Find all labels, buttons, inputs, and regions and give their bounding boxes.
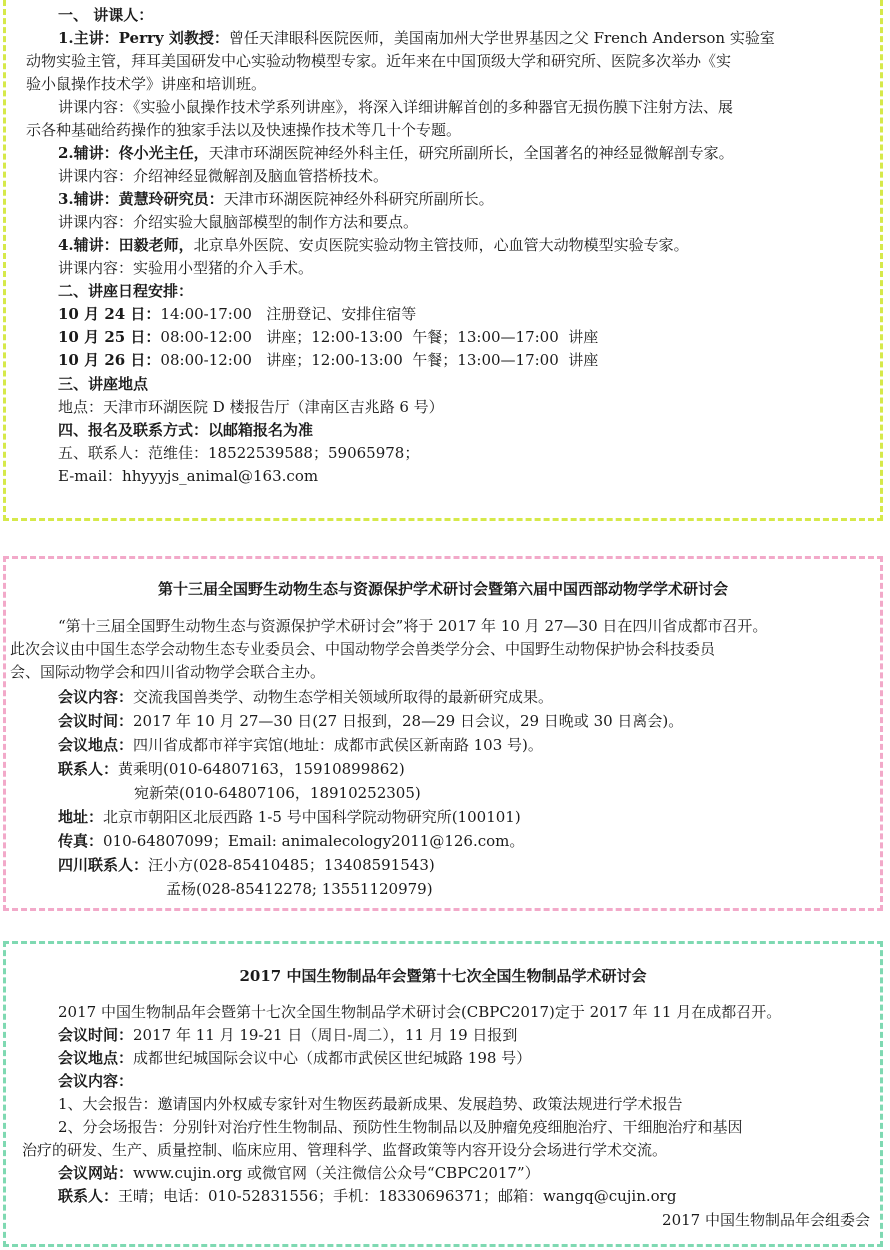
contact-person-2: 宛新荣(010-64807106，18910252305)	[134, 784, 421, 802]
meeting-time-label: 会议时间：	[58, 712, 134, 730]
fax	[58, 830, 524, 852]
contact-person-label: 联系人：	[58, 760, 119, 778]
contact-person-1: 黄乘明(010-64807163，15910899862)	[118, 760, 405, 778]
meeting-place-text: 四川省成都市祥宇宾馆(地址：成都市武侯区新南路 103 号)。	[133, 736, 543, 754]
lecturer-1-content: 讲课内容：《实验小鼠操作技术学系列讲座》，将深入详细讲解首创的多种器官无损伤膜下注射方法、展	[58, 98, 734, 116]
meeting-place-label: 会议地点：	[58, 1049, 134, 1067]
lecturer-1-text-cont: 动物实验主管，拜耳美国研发中心实验动物模型专家。近年来在中国顶级大学和研究所、医院多次举办《实	[26, 52, 732, 70]
lecturer-1-content-cont: 示各种基础给药操作的独家手法以及快速操作技术等几十个专题。	[26, 121, 462, 139]
sichuan-contact-label: 四川联系人：	[58, 856, 149, 874]
lecturer-4-content: 讲课内容：实验用小型猪的介入手术。	[58, 259, 314, 277]
email-text: E-mail：hhyyyjs_animal@163.com	[58, 467, 319, 485]
section-heading-lecturers: 一、 讲课人：	[58, 6, 154, 24]
meeting-content-label: 会议内容：	[58, 1072, 134, 1090]
schedule-row	[58, 349, 598, 371]
fax-text: 010-64807099；Email: animalecology2011@126.com。	[103, 832, 525, 850]
organizer-signature: 2017 中国生物制品年会组委会	[662, 1211, 870, 1229]
content-item-2: 2、分会场报告：分别针对治疗性生物制品、预防性生物制品以及肿瘤免疫细胞治疗、干细胞治疗和基因	[58, 1118, 743, 1136]
meeting-place	[58, 734, 543, 756]
notice-title: 第十三届全国野生动物生态与资源保护学术研讨会暨第六届中国西部动物学学术研讨会	[157, 580, 728, 598]
lecturer-3	[58, 188, 494, 210]
contact-text: 五、联系人：范维佳：18522539588；59065978；	[58, 444, 420, 462]
intro-text: 2017 中国生物制品年会暨第十七次全国生物制品学术研讨会(CBPC2017)定于 2017 年 11 月在成都召开。	[58, 1003, 782, 1021]
schedule-text: 08:00-12:00 讲座；12:00-13:00 午餐；13:00—17:00 讲座	[160, 351, 599, 369]
meeting-website-text: www.cujin.org 或微官网（关注微信公众号“CBPC2017”）	[133, 1164, 540, 1182]
contact-person	[58, 758, 405, 780]
schedule-date: 10 月 25 日：	[58, 328, 161, 346]
meeting-content-label: 会议内容：	[58, 688, 134, 706]
lecturer-2-label: 2.辅讲：佟小光主任，	[58, 144, 209, 162]
schedule-row	[58, 326, 598, 348]
contact-person	[58, 1185, 676, 1207]
lecturer-3-text: 天津市环湖医院神经外科研究所副所长。	[223, 190, 494, 208]
content-item-1: 1、大会报告：邀请国内外权威专家针对生物医药最新成果、发展趋势、政策法规进行学术报告	[58, 1095, 683, 1113]
address	[58, 806, 521, 828]
venue-text: 地点：天津市环湖医院 D 楼报告厅（津南区吉兆路 6 号）	[58, 398, 444, 416]
sichuan-contact	[58, 854, 435, 876]
meeting-time	[58, 710, 683, 732]
lecturer-4-label: 4.辅讲：田毅老师，	[58, 236, 194, 254]
content-item-2-cont: 治疗的研发、生产、质量控制、临床应用、管理科学、监督政策等内容开设分会场进行学术交流。	[22, 1141, 668, 1159]
meeting-place	[58, 1047, 531, 1069]
address-text: 北京市朝阳区北辰西路 1-5 号中国科学院动物研究所(100101)	[103, 808, 521, 826]
meeting-content-text: 交流我国兽类学、动物生态学相关领域所取得的最新研究成果。	[133, 688, 554, 706]
contact-person-text: 王晴；电话：010-52831556；手机：18330696371；邮箱：wangq@cujin.org	[118, 1187, 677, 1205]
section-heading-schedule: 二、讲座日程安排：	[58, 282, 194, 300]
lecturer-3-content: 讲课内容：介绍实验大鼠脑部模型的制作方法和要点。	[58, 213, 419, 231]
contact-person-label: 联系人：	[58, 1187, 119, 1205]
intro-text-cont2: 会、国际动物学会和四川省动物学会联合主办。	[10, 663, 326, 681]
lecturer-1-text: 曾任天津眼科医院医师，美国南加州大学世界基因之父 French Anderson 实验室	[228, 29, 775, 47]
address-label: 地址：	[58, 808, 104, 826]
sichuan-contact-1: 汪小方(028-85410485；13408591543)	[148, 856, 435, 874]
lecturer-2-text: 天津市环湖医院神经外科主任，研究所副所长，全国著名的神经显微解剖专家。	[208, 144, 734, 162]
notice-biologics-box	[3, 941, 883, 1247]
schedule-date: 10 月 26 日：	[58, 351, 161, 369]
meeting-place-label: 会议地点：	[58, 736, 134, 754]
intro-text-cont: 此次会议由中国生态学会动物生态专业委员会、中国动物学会兽类学分会、中国野生动物保护协会科技委员	[10, 640, 716, 658]
meeting-website-label: 会议网站：	[58, 1164, 134, 1182]
meeting-website	[58, 1162, 540, 1184]
notice-lecture-box	[3, 0, 883, 521]
lecturer-1	[58, 27, 775, 49]
sichuan-contact-2: 孟杨(028-85412278; 13551120979)	[166, 880, 433, 898]
meeting-time-text: 2017 年 11 月 19-21 日（周日-周二），11 月 19 日报到	[133, 1026, 518, 1044]
section-heading-signup: 四、报名及联系方式：以邮箱报名为准	[58, 421, 314, 439]
notice-title: 2017 中国生物制品年会暨第十七次全国生物制品学术研讨会	[239, 967, 647, 985]
lecturer-4-text: 北京阜外医院、安贞医院实验动物主管技师，心血管大动物模型实验专家。	[193, 236, 689, 254]
section-heading-venue: 三、讲座地点	[58, 375, 149, 393]
schedule-text: 14:00-17:00 注册登记、安排住宿等	[160, 305, 417, 323]
lecturer-2-content: 讲课内容：介绍神经显微解剖及脑血管搭桥技术。	[58, 167, 389, 185]
notice-wildlife-box	[3, 556, 883, 911]
lecturer-4	[58, 234, 689, 256]
intro-text: “第十三届全国野生动物生态与资源保护学术研讨会”将于 2017 年 10 月 27—30 日在四川省成都市召开。	[58, 617, 768, 635]
lecturer-1-text-cont2: 验小鼠操作技术学》讲座和培训班。	[26, 75, 267, 93]
meeting-time-text: 2017 年 10 月 27—30 日(27 日报到，28—29 日会议，29 日晚或 30 日离会)。	[133, 712, 684, 730]
lecturer-1-label: 1.主讲：Perry 刘教授：	[58, 29, 229, 47]
schedule-date: 10 月 24 日：	[58, 305, 161, 323]
meeting-time-label: 会议时间：	[58, 1026, 134, 1044]
meeting-content	[58, 686, 553, 708]
meeting-place-text: 成都世纪城国际会议中心（成都市武侯区世纪城路 198 号）	[133, 1049, 532, 1067]
schedule-text: 08:00-12:00 讲座；12:00-13:00 午餐；13:00—17:00 讲座	[160, 328, 599, 346]
lecturer-2	[58, 142, 734, 164]
lecturer-3-label: 3.辅讲：黄慧玲研究员：	[58, 190, 224, 208]
schedule-row	[58, 303, 416, 325]
fax-label: 传真：	[58, 832, 104, 850]
meeting-time	[58, 1024, 517, 1046]
